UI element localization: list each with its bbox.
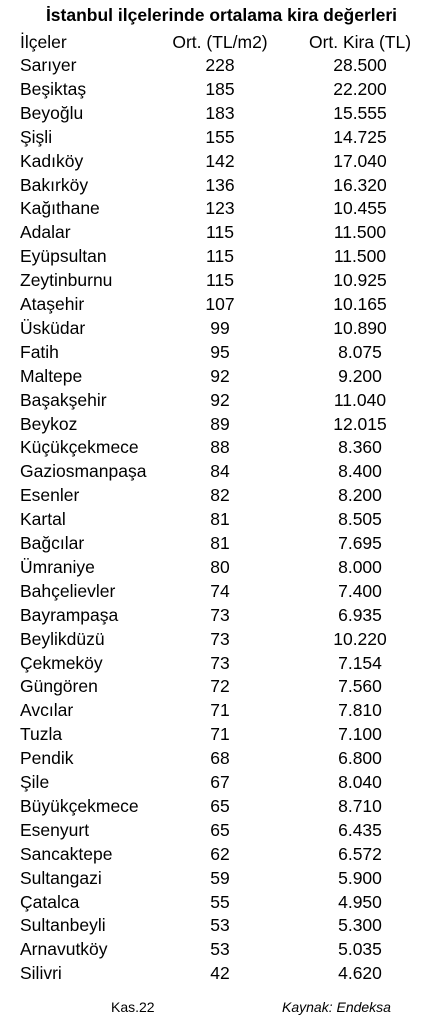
cell-avg-rent: 4.620 (338, 963, 382, 984)
cell-avg-rent: 8.040 (338, 772, 382, 792)
cell-avg-m2: 53 (210, 939, 230, 960)
cell-avg-m2: 81 (210, 509, 230, 530)
cell-avg-rent: 11.040 (333, 389, 387, 410)
table-row (0, 269, 443, 292)
table-row (0, 938, 443, 961)
cell-avg-m2: 67 (210, 772, 230, 792)
table-row (0, 221, 443, 244)
cell-avg-m2: 73 (210, 604, 230, 625)
cell-district: Bağcılar (20, 533, 85, 553)
cell-district: Esenyurt (20, 819, 90, 840)
table-row (0, 341, 443, 364)
cell-district: Zeytinburnu (20, 270, 113, 291)
cell-avg-m2: 81 (210, 533, 230, 553)
cell-avg-m2: 136 (205, 174, 235, 195)
cell-district: Ataşehir (20, 294, 85, 314)
cell-avg-m2: 89 (210, 413, 230, 434)
cell-avg-m2: 92 (210, 389, 230, 410)
cell-district: Adalar (20, 222, 71, 243)
cell-avg-rent: 15.555 (333, 102, 387, 123)
cell-avg-rent: 8.200 (338, 485, 382, 506)
cell-avg-m2: 123 (205, 198, 235, 219)
table-row (0, 795, 443, 818)
cell-avg-rent: 11.500 (333, 222, 387, 243)
header-avg-m2: Ort. (TL/m2) (172, 32, 268, 52)
table-row (0, 150, 443, 173)
cell-district: Fatih (20, 341, 59, 362)
cell-avg-m2: 228 (205, 55, 235, 75)
cell-avg-rent: 7.695 (338, 533, 382, 553)
cell-avg-rent: 22.200 (333, 78, 387, 99)
cell-district: Güngören (20, 676, 98, 697)
cell-district: Üsküdar (20, 317, 86, 338)
cell-district: Şişli (20, 126, 53, 147)
cell-avg-m2: 84 (210, 461, 230, 482)
cell-avg-m2: 95 (210, 341, 230, 362)
table-row (0, 843, 443, 866)
cell-avg-m2: 55 (210, 891, 230, 912)
cell-avg-m2: 42 (210, 963, 230, 984)
table-row (0, 652, 443, 675)
cell-avg-rent: 5.900 (338, 867, 382, 888)
cell-avg-rent: 8.710 (338, 795, 382, 816)
table-footer (0, 996, 443, 1018)
cell-district: Kartal (20, 509, 66, 530)
footer-source: Kaynak: Endeksa (282, 999, 391, 1015)
table-row (0, 819, 443, 842)
table-row (0, 747, 443, 770)
cell-avg-m2: 68 (210, 748, 230, 769)
cell-avg-rent: 7.560 (338, 676, 382, 697)
cell-district: Bahçelievler (20, 580, 116, 601)
table-row (0, 102, 443, 125)
table-row (0, 245, 443, 268)
cell-avg-m2: 115 (206, 246, 234, 267)
cell-avg-rent: 6.935 (338, 604, 382, 625)
table-row (0, 532, 443, 555)
table-row (0, 78, 443, 101)
cell-district: Bayrampaşa (20, 604, 119, 625)
cell-district: Şile (20, 772, 50, 792)
cell-avg-m2: 53 (210, 915, 230, 936)
cell-district: Pendik (20, 748, 74, 769)
table-row (0, 628, 443, 651)
cell-avg-rent: 9.200 (338, 365, 382, 386)
header-district: İlçeler (20, 32, 67, 52)
cell-district: Silivri (20, 963, 62, 984)
table-row (0, 317, 443, 340)
cell-avg-rent: 7.100 (338, 724, 382, 745)
cell-avg-rent: 14.725 (333, 126, 387, 147)
cell-avg-rent: 8.505 (338, 509, 382, 530)
table-row (0, 771, 443, 794)
table-row (0, 413, 443, 436)
cell-avg-rent: 6.572 (338, 843, 382, 864)
cell-district: Çatalca (20, 891, 80, 912)
cell-avg-rent: 7.154 (338, 652, 382, 673)
cell-district: Büyükçekmece (20, 795, 139, 816)
cell-avg-rent: 10.165 (333, 294, 387, 314)
table-header (0, 31, 443, 54)
table-row (0, 293, 443, 316)
cell-avg-m2: 115 (206, 222, 234, 243)
cell-avg-m2: 73 (210, 628, 230, 649)
cell-district: Sultanbeyli (20, 915, 106, 936)
cell-avg-rent: 7.810 (338, 700, 382, 721)
cell-avg-rent: 10.455 (333, 198, 387, 219)
cell-avg-m2: 107 (205, 294, 235, 314)
cell-avg-m2: 185 (205, 78, 235, 99)
header-avg-rent: Ort. Kira (TL) (308, 32, 412, 52)
cell-avg-rent: 8.360 (338, 437, 382, 458)
table-row (0, 867, 443, 890)
cell-avg-m2: 59 (210, 867, 230, 888)
cell-avg-rent: 8.400 (338, 461, 382, 482)
cell-avg-m2: 65 (210, 795, 230, 816)
cell-avg-m2: 80 (210, 556, 230, 577)
table-row (0, 54, 443, 77)
cell-district: Sarıyer (20, 55, 77, 75)
table-row (0, 604, 443, 627)
cell-district: Ümraniye (20, 556, 95, 577)
cell-avg-m2: 71 (210, 724, 230, 745)
table-row (0, 460, 443, 483)
cell-avg-m2: 71 (210, 700, 230, 721)
table-row (0, 126, 443, 149)
cell-avg-rent: 8.075 (338, 341, 382, 362)
cell-avg-m2: 72 (210, 676, 230, 697)
cell-avg-m2: 82 (210, 485, 230, 506)
cell-district: Beykoz (20, 413, 78, 434)
cell-district: Sancaktepe (20, 843, 113, 864)
cell-avg-rent: 16.320 (333, 174, 387, 195)
cell-district: Tuzla (20, 724, 63, 745)
cell-district: Beşiktaş (20, 78, 87, 99)
cell-avg-m2: 155 (205, 126, 235, 147)
table-row (0, 675, 443, 698)
cell-avg-rent: 6.800 (338, 748, 382, 769)
table-row (0, 699, 443, 722)
cell-district: Başakşehir (20, 389, 107, 410)
cell-avg-m2: 115 (206, 270, 234, 291)
cell-avg-m2: 74 (210, 580, 230, 601)
cell-district: Arnavutköy (20, 939, 108, 960)
cell-district: Beyoğlu (20, 102, 84, 123)
cell-avg-m2: 92 (210, 365, 230, 386)
cell-avg-m2: 183 (205, 102, 235, 123)
cell-avg-rent: 28.500 (333, 55, 387, 75)
cell-district: Kağıthane (20, 198, 100, 219)
cell-avg-rent: 6.435 (338, 819, 382, 840)
table-row (0, 197, 443, 220)
cell-district: Eyüpsultan (20, 246, 107, 267)
cell-avg-rent: 8.000 (338, 556, 382, 577)
cell-avg-rent: 4.950 (338, 891, 382, 912)
cell-avg-m2: 142 (205, 150, 235, 171)
table-row (0, 723, 443, 746)
table-title: İstanbul ilçelerinde ortalama kira değerleri (45, 5, 398, 25)
cell-avg-rent: 5.035 (338, 939, 382, 960)
cell-district: Bakırköy (20, 174, 89, 195)
cell-district: Esenler (20, 485, 80, 506)
cell-district: Gaziosmanpaşa (20, 461, 147, 482)
table-row (0, 556, 443, 579)
cell-avg-rent: 10.925 (333, 270, 387, 291)
cell-avg-m2: 73 (210, 652, 230, 673)
table-row (0, 914, 443, 937)
table-row (0, 174, 443, 197)
cell-avg-rent: 10.890 (333, 317, 387, 338)
cell-district: Küçükçekmece (20, 437, 139, 458)
footer-date: Kas.22 (111, 999, 155, 1015)
cell-district: Maltepe (20, 365, 83, 386)
cell-avg-rent: 5.300 (338, 915, 382, 936)
cell-avg-m2: 99 (210, 317, 230, 338)
table-row (0, 508, 443, 531)
table-row (0, 891, 443, 914)
cell-avg-rent: 17.040 (333, 150, 387, 171)
cell-avg-m2: 88 (210, 437, 230, 458)
cell-avg-rent: 10.220 (333, 628, 387, 649)
cell-district: Avcılar (20, 700, 74, 721)
cell-district: Çekmeköy (20, 652, 103, 673)
cell-avg-m2: 65 (210, 819, 230, 840)
table-row (0, 389, 443, 412)
table-row (0, 365, 443, 388)
table-row (0, 962, 443, 985)
cell-district: Beylikdüzü (20, 628, 105, 649)
cell-district: Kadıköy (20, 150, 84, 171)
cell-avg-m2: 62 (210, 843, 230, 864)
cell-district: Sultangazi (20, 867, 102, 888)
cell-avg-rent: 12.015 (333, 413, 387, 434)
table-row (0, 580, 443, 603)
table-row (0, 436, 443, 459)
cell-avg-rent: 11.500 (333, 246, 387, 267)
cell-avg-rent: 7.400 (338, 580, 382, 601)
table-row (0, 484, 443, 507)
